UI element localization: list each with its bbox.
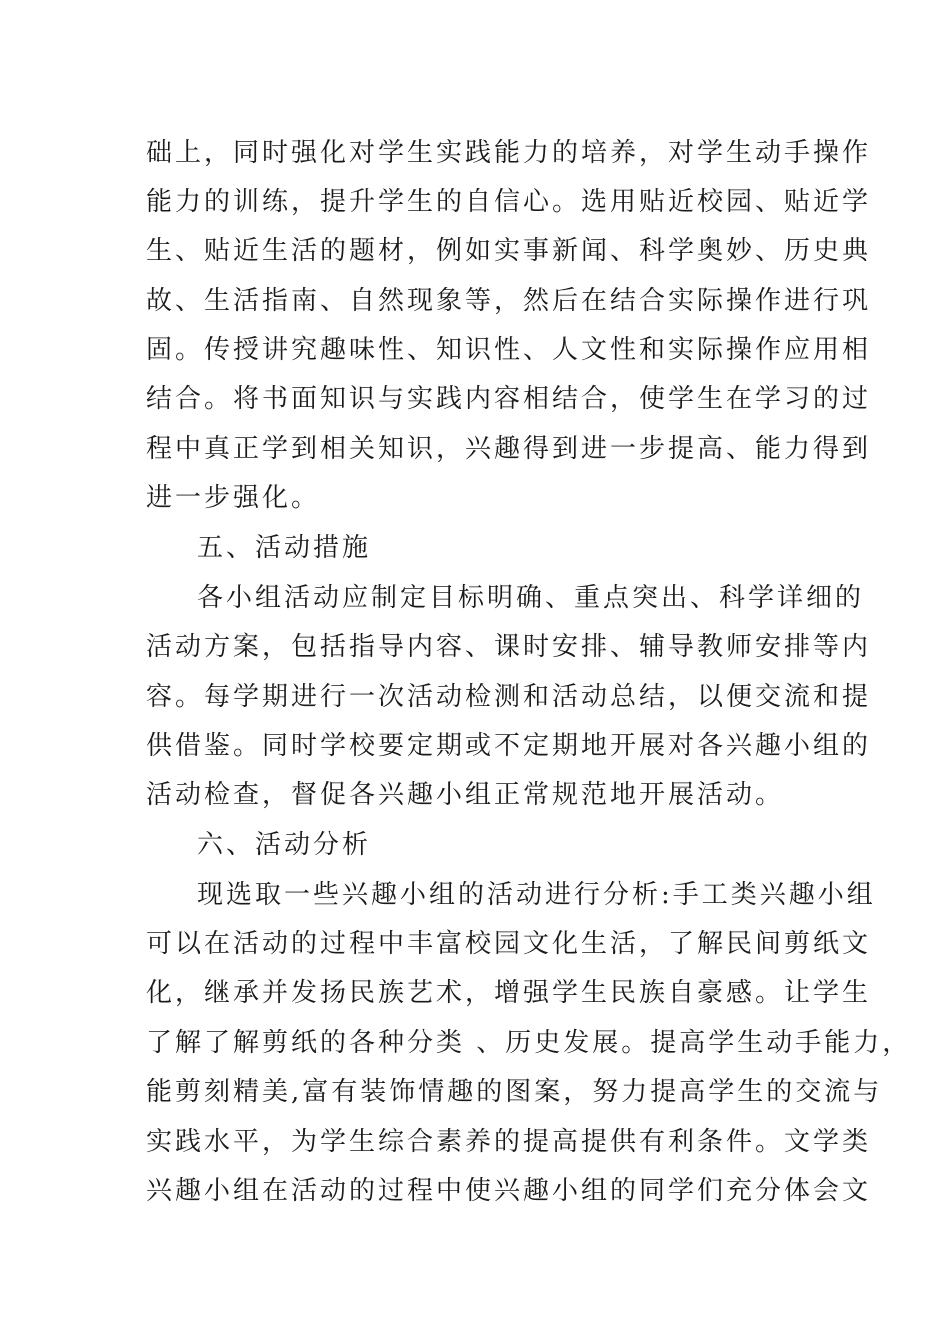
paragraph-line: 生、贴近生活的题材，例如实事新闻、科学奥妙、历史典 — [146, 236, 872, 266]
paragraph-line: 实践水平，为学生综合素养的提高提供有利条件。文学类 — [146, 1127, 872, 1157]
paragraph-line: 能剪刻精美,富有装饰情趣的图案，努力提高学生的交流与 — [146, 1077, 883, 1107]
paragraph-line: 础上，同时强化对学生实践能力的培养，对学生动手操作 — [146, 138, 872, 168]
paragraph-line: 能力的训练，提升学生的自信心。选用贴近校园、贴近学 — [146, 187, 872, 217]
paragraph-line: 供借鉴。同时学校要定期或不定期地开展对各兴趣小组的 — [146, 731, 872, 761]
paragraph-line: 进一步强化。 — [146, 483, 321, 513]
paragraph-line: 固。传授讲究趣味性、知识性、人文性和实际操作应用相 — [146, 335, 872, 365]
paragraph-line: 兴趣小组在活动的过程中使兴趣小组的同学们充分体会文 — [146, 1176, 872, 1206]
paragraph-line: 化，继承并发扬民族艺术，增强学生民族自豪感。让学生 — [146, 978, 872, 1008]
paragraph-line: 活动检查，督促各兴趣小组正常规范地开展活动。 — [146, 780, 785, 810]
paragraph-line: 各小组活动应制定目标明确、重点突出、科学详细的 — [197, 583, 865, 613]
paragraph-line: 结合。将书面知识与实践内容相结合，使学生在学习的过 — [146, 384, 872, 414]
paragraph-line: 程中真正学到相关知识，兴趣得到进一步提高、能力得到 — [146, 434, 872, 464]
paragraph-line: 故、生活指南、自然现象等，然后在结合实际操作进行巩 — [146, 286, 872, 316]
paragraph-line: 容。每学期进行一次活动检测和活动总结，以便交流和提 — [146, 682, 872, 712]
paragraph-line: 活动方案，包括指导内容、课时安排、辅导教师安排等内 — [146, 632, 872, 662]
section-heading: 五、活动措施 — [197, 533, 372, 563]
paragraph-line: 可以在活动的过程中丰富校园文化生活，了解民间剪纸文 — [146, 929, 872, 959]
section-heading: 六、活动分析 — [197, 830, 372, 860]
paragraph-line: 现选取一些兴趣小组的活动进行分析:手工类兴趣小组 — [197, 880, 876, 910]
paragraph-line: 了解了解剪纸的各种分类 、历史发展。提高学生动手能力， — [146, 1028, 912, 1058]
